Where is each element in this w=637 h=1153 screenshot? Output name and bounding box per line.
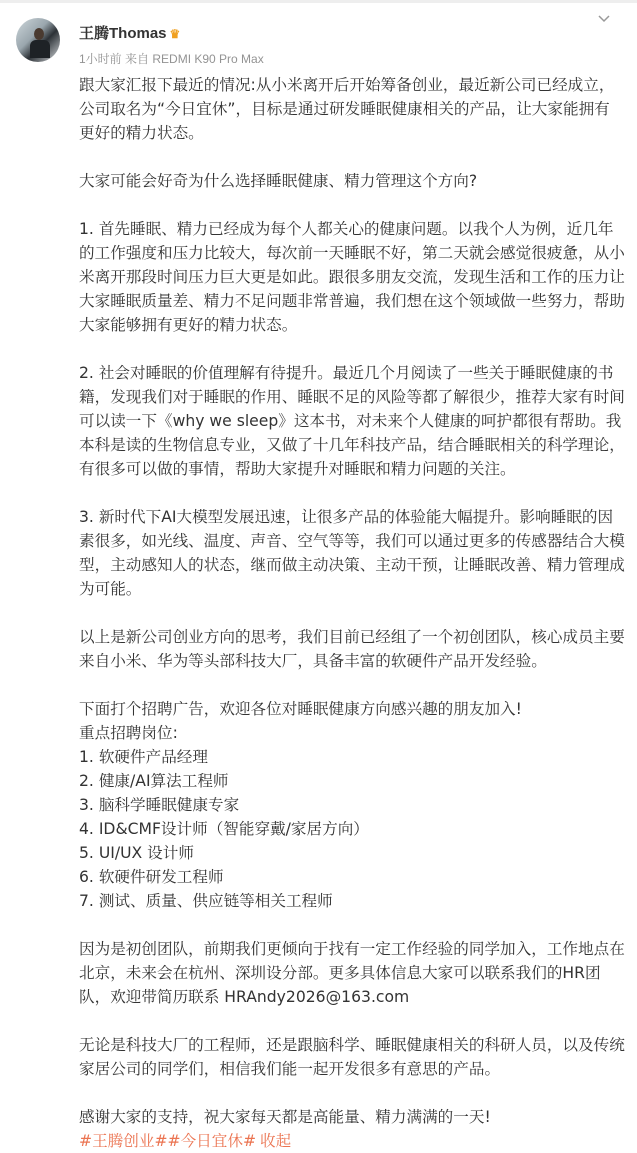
author-name-text[interactable]: 王腾Thomas — [79, 25, 167, 42]
paragraph: 2. 社会对睡眠的价值理解有待提升。最近几个月阅读了一些关于睡眠健康的书籍，发现我们对于睡眠的作用、睡眠不足的风险等都了解很少，推荐大家有时间可以读一下《why we sleep》这本书，对未来个人健康的呵护都很有帮助。我本科是读的生物信息专业，又做了十几年科技产品，结合睡眠相关的科学理论，有很多可以做的事情，帮助大家提升对睡眠和精力问题的关注。 — [79, 364, 625, 478]
hashtag-link[interactable]: #今日宜休# — [167, 1132, 257, 1150]
tags-line — [79, 1129, 625, 1153]
post-time: 1小时前 — [79, 52, 122, 66]
recruit-heading: 重点招聘岗位: — [79, 724, 178, 742]
top-divider — [0, 0, 637, 3]
chevron-down-icon[interactable] — [597, 12, 611, 26]
position-item: 2. 健康/AI算法工程师 — [79, 772, 229, 790]
position-item: 7. 测试、质量、供应链等相关工程师 — [79, 892, 333, 910]
avatar[interactable] — [16, 18, 60, 62]
position-item: 4. ID&CMF设计师（智能穿戴/家居方向） — [79, 820, 369, 838]
paragraph: 1. 首先睡眠、精力已经成为每个人都关心的健康问题。以我个人为例，近几年的工作强度和压力比较大，每次前一天睡眠不好，第二天就会感觉很疲惫，从小米离开那段时间压力巨大更是如此。跟很多朋友交流，发现生活和工作的压力让大家睡眠质量差、精力不足问题非常普遍，我们想在这个领域做一些努力，帮助大家能够拥有更好的精力状态。 — [79, 220, 625, 334]
post-source: 来自 REDMI K90 Pro Max — [125, 52, 264, 66]
hashtag-link[interactable]: #王腾创业# — [79, 1132, 168, 1150]
post-meta — [79, 50, 264, 67]
author-name[interactable] — [79, 22, 180, 43]
paragraph: 无论是科技大厂的工程师，还是跟脑科学、睡眠健康相关的科研人员，以及传统家居公司的同学们，相信我们能一起开发很多有意思的产品。 — [79, 1036, 625, 1078]
recruit-intro: 下面打个招聘广告，欢迎各位对睡眠健康方向感兴趣的朋友加入! — [79, 700, 522, 718]
position-item: 1. 软硬件产品经理 — [79, 748, 208, 766]
collapse-link[interactable]: 收起 — [260, 1132, 292, 1150]
post-body — [79, 73, 625, 1153]
position-item: 3. 脑科学睡眠健康专家 — [79, 796, 240, 814]
crown-badge-icon: ♛ — [169, 27, 181, 41]
position-item: 5. UI/UX 设计师 — [79, 844, 194, 862]
paragraph: 因为是初创团队，前期我们更倾向于找有一定工作经验的同学加入，工作地点在北京，未来会在杭州、深圳设分部。更多具体信息大家可以联系我们的HR团队，欢迎带简历联系 HRAndy2026@163.com — [79, 940, 625, 1006]
paragraph: 以上是新公司创业方向的思考，我们目前已经组了一个初创团队，核心成员主要来自小米、华为等头部科技大厂，具备丰富的软硬件产品开发经验。 — [79, 628, 625, 670]
paragraph: 3. 新时代下AI大模型发展迅速，让很多产品的体验能大幅提升。影响睡眠的因素很多，如光线、温度、声音、空气等等，我们可以通过更多的传感器结合大模型，主动感知人的状态，继而做主动决策、主动干预，让睡眠改善、精力管理成为可能。 — [79, 508, 625, 598]
paragraph: 跟大家汇报下最近的情况:从小米离开后开始筹备创业，最近新公司已经成立，公司取名为“今日宜休”，目标是通过研发睡眠健康相关的产品，让大家能拥有更好的精力状态。 — [79, 76, 615, 142]
thanks-line: 感谢大家的支持，祝大家每天都是高能量、精力满满的一天! — [79, 1108, 491, 1126]
position-item: 6. 软硬件研发工程师 — [79, 868, 224, 886]
paragraph: 大家可能会好奇为什么选择睡眠健康、精力管理这个方向? — [79, 172, 478, 190]
